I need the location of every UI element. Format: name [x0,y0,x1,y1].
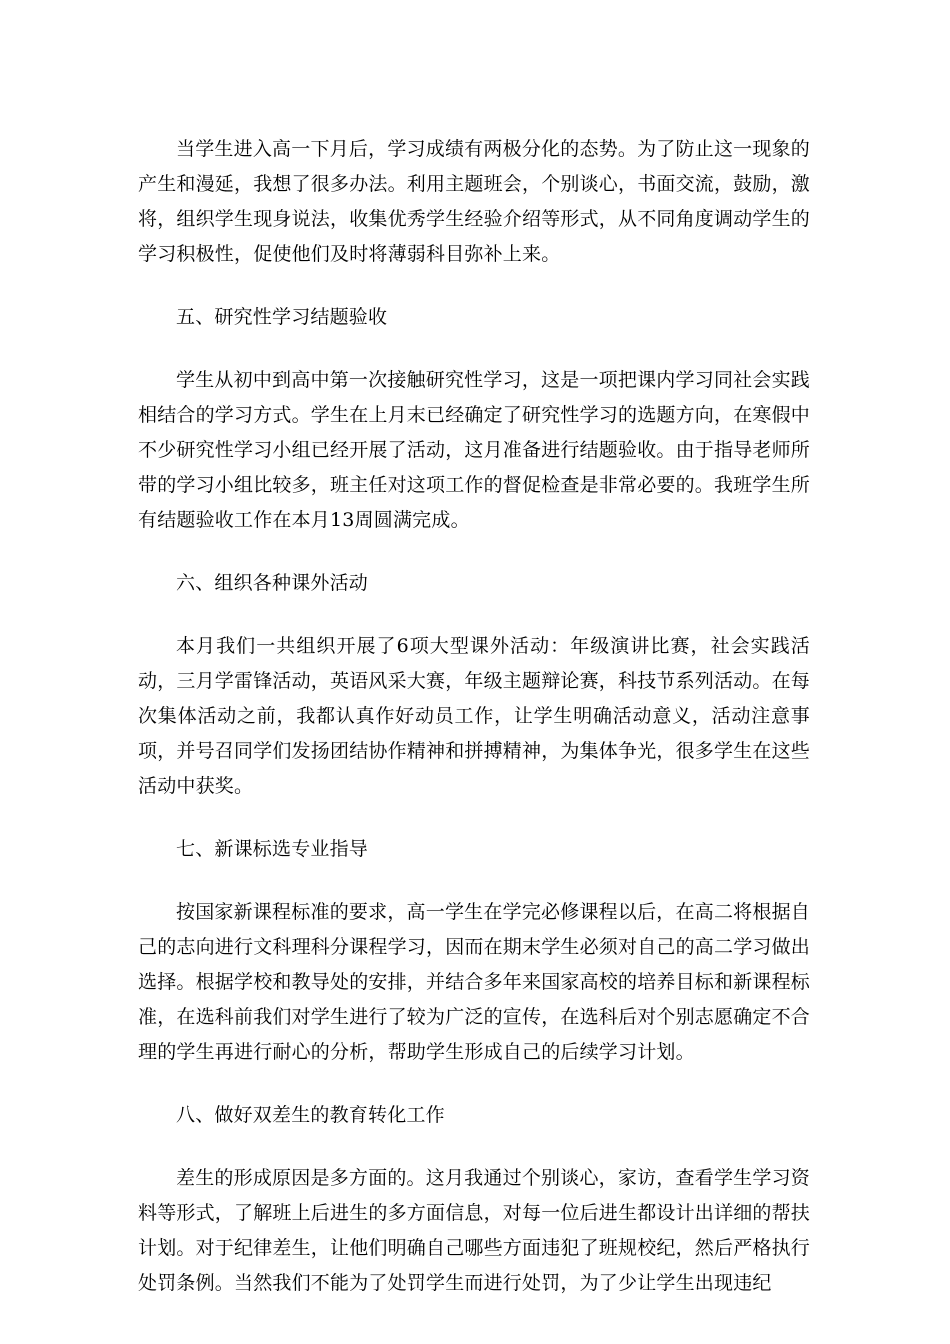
section-heading-underachievers: 八、做好双差生的教育转化工作 [176,1104,445,1126]
paragraph-extracurricular: 本月我们一共组织开展了6项大型课外活动：年级演讲比赛，社会实践活动，三月学雷锋活动，英语风采大赛，年级主题辩论赛，科技节系列活动。在每次集体活动之前，我都认真作好动员工作，让学生明确活动意义，活动注意事项，并号召同学们发扬团结协作精神和拼搏精神，为集体争光，很多学生在这些活动中获奖。 [138,635,811,797]
section-heading-extracurricular: 六、组织各种课外活动 [176,572,369,594]
paragraph-research-study: 学生从初中到高中第一次接触研究性学习，这是一项把课内学习同社会实践相结合的学习方式。学生在上月末已经确定了研究性学习的选题方向，在寒假中不少研究性学习小组已经开展了活动，这月准备进行结题验收。由于指导老师所带的学习小组比较多，班主任对这项工作的督促检查是非常必要的。我班学生所有结题验收工作在本月13周圆满完成。 [138,369,811,531]
section-heading-course-selection: 七、新课标选专业指导 [176,838,369,860]
paragraph-underachievers: 差生的形成原因是多方面的。这月我通过个别谈心，家访，查看学生学习资料等形式，了解班上后进生的多方面信息，对每一位后进生都设计出详细的帮扶计划。对于纪律差生，让他们明确自己哪些方面违犯了班规校纪，然后严格执行处罚条例。当然我们不能为了处罚学生而进行处罚，为了少让学生出现违纪 [138,1167,811,1294]
paragraph-course-selection: 按国家新课程标准的要求，高一学生在学完必修课程以后，在高二将根据自己的志向进行文科理科分课程学习，因而在期末学生必须对自己的高二学习做出选择。根据学校和教导处的安排，并结合多年来国家高校的培养目标和新课程标准，在选科前我们对学生进行了较为广泛的宣传，在选科后对个别志愿确定不合理的学生再进行耐心的分析，帮助学生形成自己的后续学习计划。 [138,901,811,1063]
paragraph-class-management: 当学生进入高一下月后，学习成绩有两极分化的态势。为了防止这一现象的产生和漫延，我想了很多办法。利用主题班会，个别谈心，书面交流，鼓励，激将，组织学生现身说法，收集优秀学生经验介绍等形式，从不同角度调动学生的学习积极性，促使他们及时将薄弱科目弥补上来。 [138,138,811,265]
section-heading-research-study: 五、研究性学习结题验收 [176,306,388,328]
document-body [138,132,810,1329]
